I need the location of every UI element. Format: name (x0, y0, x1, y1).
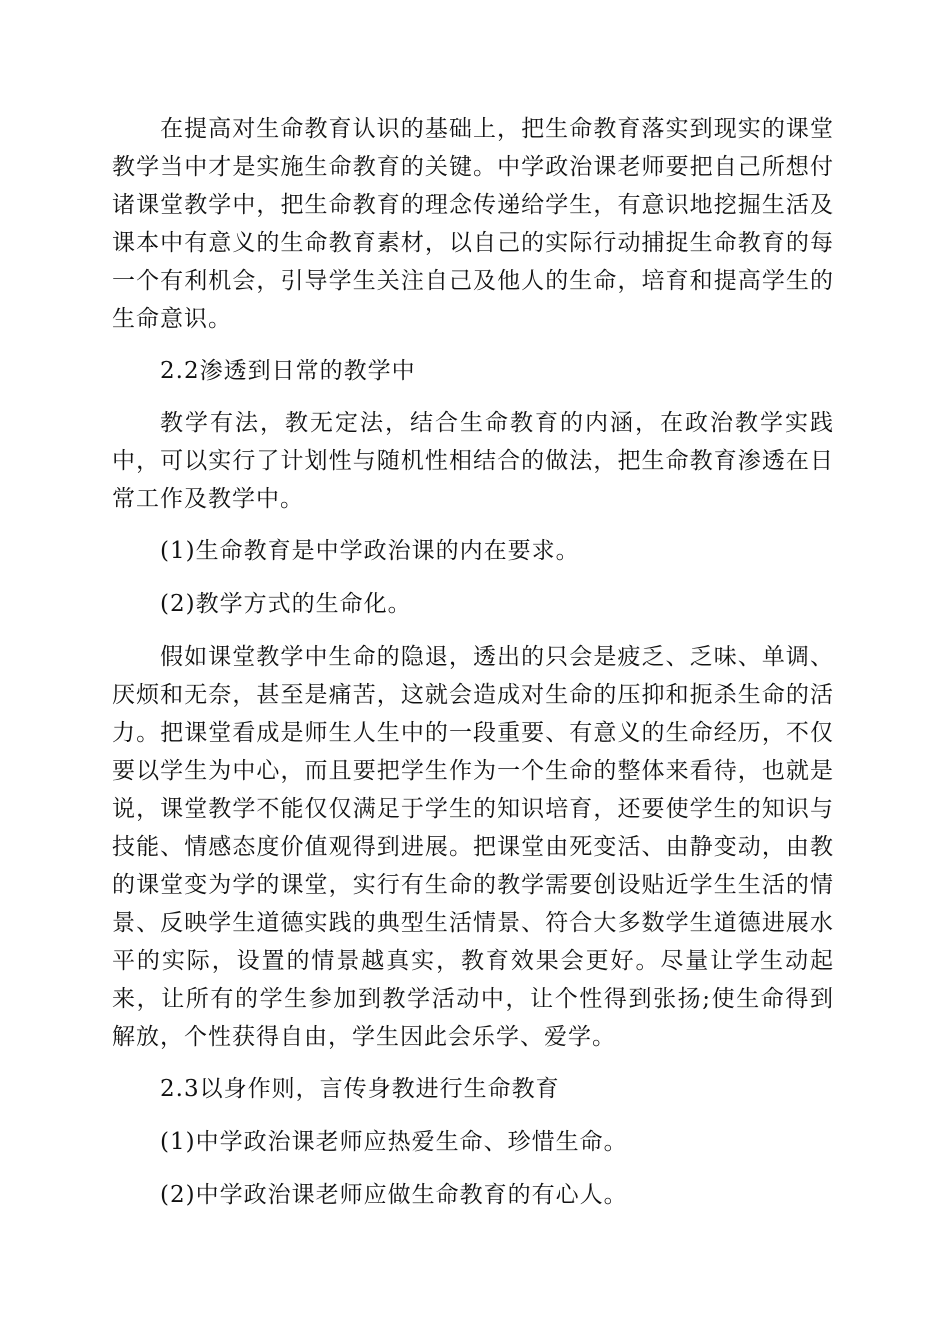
list-item-1: (1)生命教育是中学政治课的内在要求。 (160, 538, 580, 564)
document-body (112, 110, 834, 1214)
list-item-3: (1)中学政治课老师应热爱生命、珍惜生命。 (160, 1129, 628, 1155)
list-item-4: (2)中学政治课老师应做生命教育的有心人。 (160, 1182, 628, 1208)
paragraph-classroom-life: 假如课堂教学中生命的隐退，透出的只会是疲乏、乏味、单调、厌烦和无奈，甚至是痛苦，这就会造成对生命的压抑和扼杀生命的活力。把课堂看成是师生人生中的一段重要、有意义的生命经历，不仅要以学生为中心，而且要把学生作为一个生命的整体来看待，也就是说，课堂教学不能仅仅满足于学生的知识培育，还要使学生的知识与技能、情感态度价值观得到进展。把课堂由死变活、由静变动，由教的课堂变为学的课堂，实行有生命的教学需要创设贴近学生生活的情景、反映学生道德实践的典型生活情景、符合大多数学生道德进展水平的实际，设置的情景越真实，教育效果会更好。尽量让学生动起来，让所有的学生参加到教学活动中，让个性得到张扬;使生命得到解放，个性获得自由，学生因此会乐学、爱学。 (112, 644, 834, 1050)
list-item-2: (2)教学方式的生命化。 (160, 591, 412, 617)
paragraph-intro: 在提高对生命教育认识的基础上，把生命教育落实到现实的课堂教学当中才是实施生命教育的关键。中学政治课老师要把自己所想付诸课堂教学中，把生命教育的理念传递给学生，有意识地挖掘生活及课本中有意义的生命教育素材，以自己的实际行动捕捉生命教育的每一个有利机会，引导学生关注自己及他人的生命，培育和提高学生的生命意识。 (112, 116, 834, 332)
section-heading-2-3: 2.3以身作则，言传身教进行生命教育 (160, 1076, 560, 1102)
section-heading-2-2: 2.2渗透到日常的教学中 (160, 358, 416, 384)
paragraph-teaching-method: 教学有法，教无定法，结合生命教育的内涵，在政治教学实践中，可以实行了计划性与随机性相结合的做法，把生命教育渗透在日常工作及教学中。 (112, 410, 834, 512)
